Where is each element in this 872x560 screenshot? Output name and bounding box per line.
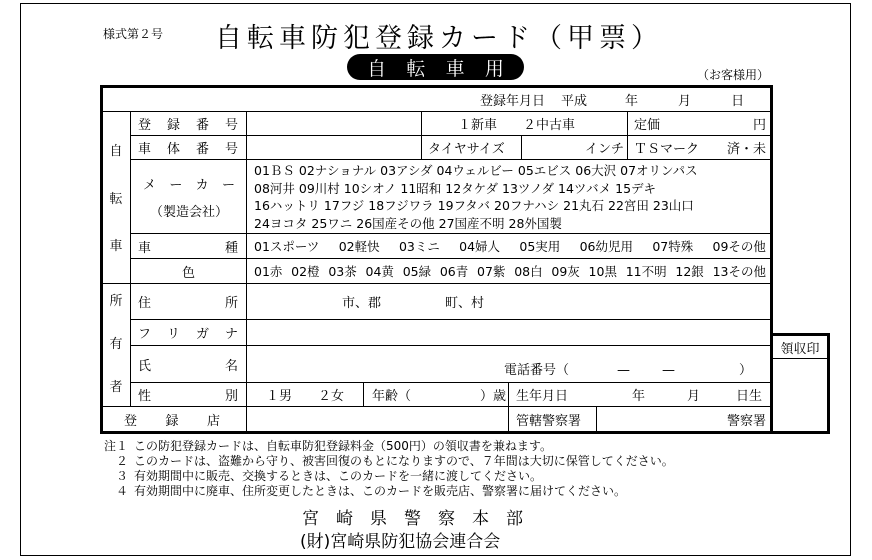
phone-dash: — <box>662 363 676 378</box>
birth-day: 日生 <box>736 389 763 404</box>
store-label: 登 録 店 <box>124 414 220 429</box>
note-1: 注１ この防犯登録カードは、自転車防犯登録料金（500円）の領収書を兼ねます。 <box>104 439 552 453</box>
age-field[interactable] <box>372 383 506 406</box>
name-label: 氏 名 <box>138 358 238 374</box>
female-option[interactable]: ２女 <box>318 389 345 404</box>
age-unit: ）歳 <box>479 389 506 404</box>
town-label: 町、村 <box>445 296 485 311</box>
registration-number-field[interactable] <box>248 112 420 135</box>
note-4: ４ 有効期間中に廃車、住所変更したときは、このカードを販売店、警察署に届けてください。 <box>115 484 627 498</box>
color-label: 色 <box>181 265 195 281</box>
ts-mark-field[interactable] <box>634 136 766 159</box>
name-field[interactable] <box>248 346 768 382</box>
price-label: 定価 <box>634 118 661 133</box>
new-option[interactable]: １新車 <box>458 118 498 133</box>
sex-options[interactable] <box>266 383 344 406</box>
badge-char: 自 <box>367 57 387 80</box>
ts-mark-label: ＴＳマーク <box>634 142 700 157</box>
customer-copy-label: （お客様用） <box>697 68 770 82</box>
month-label: 月 <box>678 94 692 109</box>
birth-year: 年 <box>632 389 646 404</box>
birth-month: 月 <box>687 389 701 404</box>
year-label: 年 <box>625 94 639 109</box>
furigana-label: フ リ ガ ナ <box>138 327 238 342</box>
tire-size-field[interactable] <box>522 136 624 159</box>
maker-line: 24ヨコタ 25ワニ 26国産その他 27国産不明 28外国製 <box>254 215 562 231</box>
age-label: 年齢（ <box>372 389 412 404</box>
bicycle-section-label: 自 転 車 <box>109 143 123 255</box>
male-option[interactable]: １男 <box>266 389 293 404</box>
address-label: 住 所 <box>138 296 238 311</box>
price-field[interactable] <box>634 112 766 135</box>
birthdate-field[interactable] <box>516 383 768 406</box>
store-field[interactable] <box>248 407 506 432</box>
city-label: 市、郡 <box>342 296 382 311</box>
note-2: ２ このカードは、盗難から守り、被害回復のもとになりますので、７年間は大切に保管してください。 <box>115 454 674 468</box>
police-station-label: 管轄警察署 <box>516 414 582 429</box>
maker-line: 16ハットリ 17フジ 18フジワラ 19フタバ 20フナハシ 21丸石 22宮田 23山口 <box>254 198 694 213</box>
bicycle-use-badge <box>347 54 524 80</box>
ts-mark-options: 済・未 <box>726 142 766 157</box>
maker-options[interactable] <box>254 162 698 232</box>
used-option[interactable]: ２中古車 <box>523 118 576 133</box>
frame-number-label: 車 体 番 号 <box>138 142 238 157</box>
registration-number-label: 登 録 番 号 <box>138 118 238 133</box>
phone-dash: — <box>617 363 631 378</box>
bicycle-type-label: 車 種 <box>138 240 238 256</box>
sex-label: 性 別 <box>138 389 238 404</box>
maker-line: 08河井 09川村 10シオノ 11昭和 12タケダ 13ツノダ 14ツバメ 15デキ <box>254 180 657 196</box>
condition-options[interactable] <box>458 112 575 135</box>
phone-label: 電話番号（ <box>504 363 570 378</box>
maker-line: 01ＢＳ 02ナショナル 03アシダ 04ウェルビー 05エビス 06大沢 07オリンパス <box>254 163 698 178</box>
era-label: 平成 <box>561 94 588 109</box>
page-title: 自転車防犯登録カード（甲票） <box>215 23 663 54</box>
badge-char: 転 <box>406 57 426 80</box>
color-options[interactable]: 01赤 02橙 03茶 04黄 05緑 06青 07紫 08白 09灰 10黒 11不明 12銀 13その他 <box>254 264 766 279</box>
frame-number-field[interactable] <box>248 136 420 159</box>
badge-char: 車 <box>445 57 465 80</box>
police-station-field[interactable] <box>598 407 766 432</box>
registration-date-label: 登録年月日 <box>480 94 546 109</box>
furigana-field[interactable] <box>248 320 768 345</box>
owner-section-label: 所 有 者 <box>109 294 123 395</box>
note-3: ３ 有効期間中に販売、交換するときは、このカードを一緒に渡してください。 <box>115 469 543 483</box>
address-field[interactable] <box>248 284 768 319</box>
maker-label: メ ー カ ー （製造会社） <box>143 178 235 220</box>
receipt-stamp-label: 領収印 <box>780 341 820 357</box>
tire-size-unit: インチ <box>584 142 624 157</box>
price-unit: 円 <box>752 118 766 133</box>
maker-sublabel: （製造会社） <box>149 205 228 220</box>
badge-char: 用 <box>484 57 504 80</box>
form-number: 様式第２号 <box>103 27 164 41</box>
bicycle-type-options[interactable]: 01スポーツ 02軽快 03ミニ 04婦人 05実用 06幼児用 07特殊 09その他 <box>254 239 766 254</box>
phone-close: ） <box>739 363 753 378</box>
birthdate-label: 生年月日 <box>516 389 569 404</box>
day-label: 日 <box>731 94 745 109</box>
tire-size-label: タイヤサイズ <box>428 142 505 157</box>
issuer-association: (財)宮崎県防犯協会連合会 <box>300 532 501 552</box>
police-suffix: 警察署 <box>726 414 766 429</box>
registration-date-row <box>480 88 770 111</box>
issuer-police: 宮 崎 県 警 察 本 部 <box>302 509 523 529</box>
